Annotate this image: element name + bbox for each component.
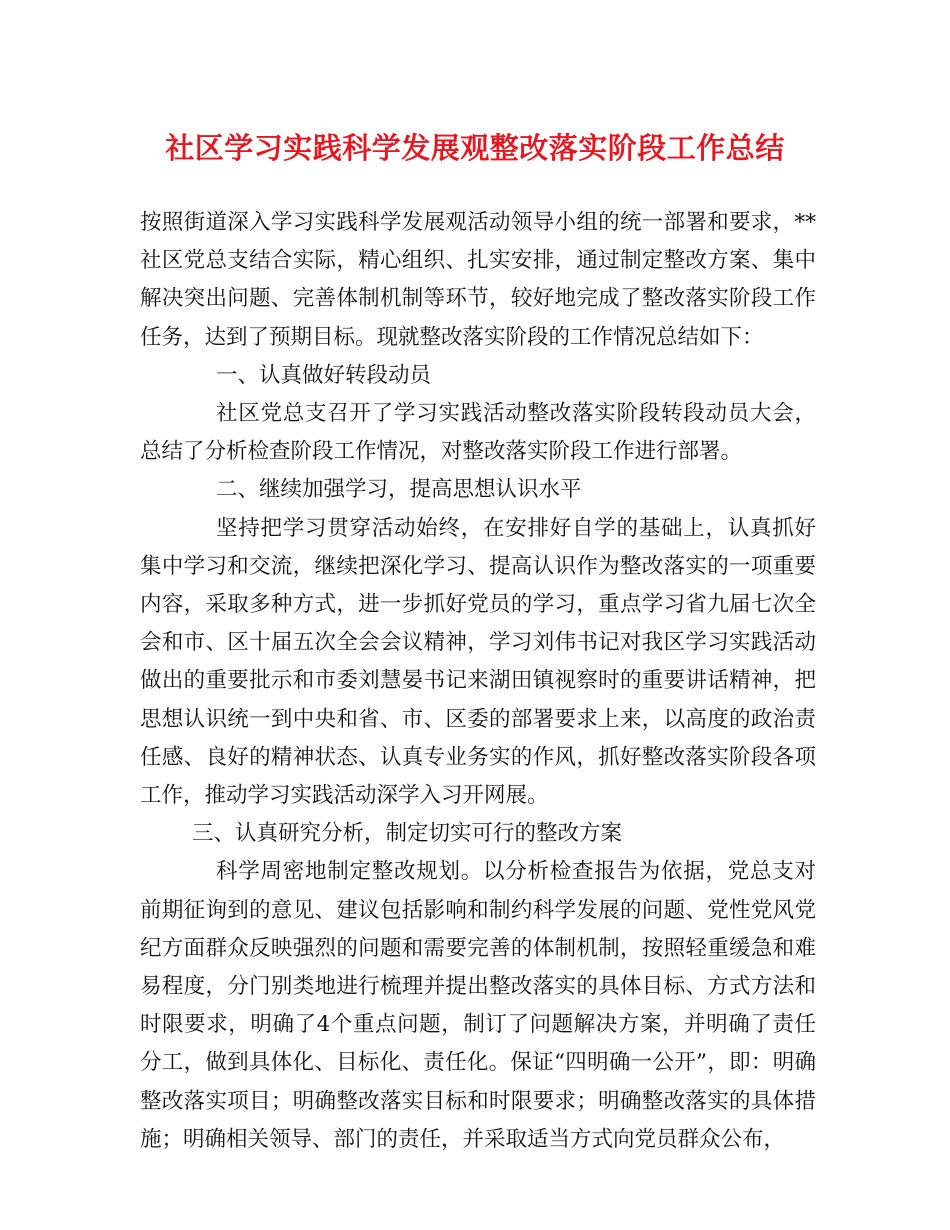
document-body (140, 204, 816, 1159)
section-heading-1: 一、认真做好转段动员 (216, 362, 432, 388)
section-paragraph-1: 社区党总支召开了学习实践活动整改落实阶段转段动员大会，总结了分析检查阶段工作情况，对整改落实阶段工作进行部署。 (140, 401, 816, 465)
intro-paragraph: 按照街道深入学习实践科学发展观活动领导小组的统一部署和要求，**社区党总支结合实际，精心组织、扎实安排，通过制定整改方案、集中解决突出问题、完善体制机制等环节，较好地完成了整改落实阶段工作任务，达到了预期目标。现就整改落实阶段的工作情况总结如下： (140, 210, 816, 350)
section-heading-2: 二、继续加强学习，提高思想认识水平 (216, 477, 582, 503)
document-title: 社区学习实践科学发展观整改落实阶段工作总结 (165, 131, 785, 165)
section-heading-3: 三、认真研究分析，制定切实可行的整改方案 (192, 821, 623, 847)
section-paragraph-3: 科学周密地制定整改规划。以分析检查报告为依据，党总支对前期征询到的意见、建议包括影响和制约科学发展的问题、党性党风党纪方面群众反映强烈的问题和需要完善的体制机制，按照轻重缓急和难易程度，分门别类地进行梳理并提出整改落实的具体目标、方式方法和时限要求，明确了4个重点问题，制订了问题解决方案，并明确了责任分工，做到具体化、目标化、责任化。保证“四明确一公开”，即：明确整改落实项目；明确整改落实目标和时限要求；明确整改落实的具体措施；明确相关领导、部门的责任，并采取适当方式向党员群众公布， (140, 859, 816, 1152)
section-paragraph-2: 坚持把学习贯穿活动始终，在安排好自学的基础上，认真抓好集中学习和交流，继续把深化学习、提高认识作为整改落实的一项重要内容，采取多种方式，进一步抓好党员的学习，重点学习省九届七次全会和市、区十届五次全会会议精神，学习刘伟书记对我区学习实践活动做出的重要批示和市委刘慧晏书记来湖田镇视察时的重要讲话精神，把思想认识统一到中央和省、市、区委的部署要求上来，以高度的政治责任感、良好的精神状态、认真专业务实的作风，抓好整改落实阶段各项工作，推动学习实践活动深学入习开网展。 (140, 515, 816, 809)
